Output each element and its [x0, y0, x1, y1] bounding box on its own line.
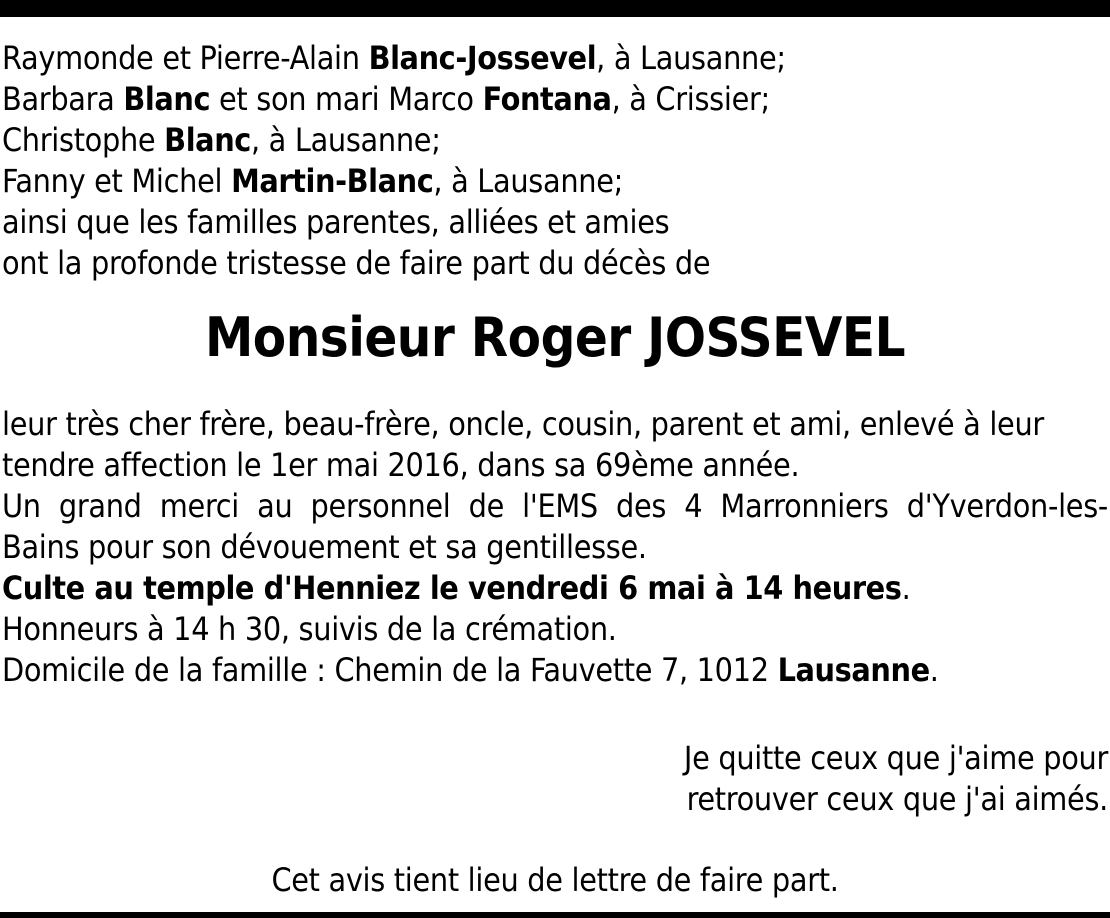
family-line — [2, 202, 1108, 243]
notice-body — [2, 404, 1108, 691]
domicile-line — [2, 650, 1108, 691]
body-line: Bains pour son dévouement et sa gentillesse. — [2, 528, 647, 566]
quote-line: Je quitte ceux que j'aime pour — [683, 739, 1108, 777]
family-line-text: Fanny et Michel — [2, 162, 232, 200]
quote-line: retrouver ceux que j'ai aimés. — [686, 780, 1108, 818]
family-name: Blanc-Jossevel — [368, 39, 597, 77]
family-line — [2, 38, 1108, 79]
domicile-city: Lausanne — [777, 651, 930, 689]
family-line-location: , à Lausanne; — [250, 121, 441, 159]
body-line: leur très cher frère, beau-frère, oncle, cousin, parent et ami, enlevé à leur — [2, 405, 1044, 443]
family-line-text: Raymonde et Pierre-Alain — [2, 39, 369, 77]
service-line — [2, 568, 1108, 609]
body-line: tendre affection le 1er mai 2016, dans sa 69ème année. — [2, 446, 800, 484]
family-line — [2, 120, 1108, 161]
memorial-quote — [684, 738, 1108, 820]
family-name: Blanc — [164, 121, 251, 159]
family-name: Fontana — [482, 80, 612, 118]
bottom-rule — [0, 912, 1110, 918]
family-line-text: Barbara — [2, 80, 124, 118]
deceased-name: Monsieur Roger JOSSEVEL — [204, 306, 906, 369]
family-line-location: , à Lausanne; — [433, 162, 624, 200]
footer-notice: Cet avis tient lieu de lettre de faire part. — [271, 861, 839, 899]
family-line-text: ainsi que les familles parentes, alliées et amies — [2, 203, 670, 241]
domicile-address: Domicile de la famille : Chemin de la Fauvette 7, 1012 — [2, 651, 778, 689]
family-list — [2, 38, 1108, 284]
family-line-text: ont la profonde tristesse de faire part du décès de — [2, 244, 711, 282]
body-line: Un grand merci au personnel de l'EMS des 4 Marronniers d'Yverdon-les- — [2, 487, 1108, 525]
family-line — [2, 79, 1108, 120]
family-line-text: Christophe — [2, 121, 165, 159]
honours-line: Honneurs à 14 h 30, suivis de la crémation. — [2, 610, 617, 648]
family-line-text: et son mari Marco — [210, 80, 483, 118]
service-details: Culte au temple d'Henniez le vendredi 6 mai à 14 heures — [2, 569, 902, 607]
family-line — [2, 243, 1108, 284]
domicile-punctuation: . — [929, 651, 939, 689]
family-name: Martin-Blanc — [231, 162, 434, 200]
top-rule — [0, 0, 1110, 17]
service-punctuation: . — [901, 569, 911, 607]
family-line — [2, 161, 1108, 202]
family-line-location: , à Lausanne; — [596, 39, 786, 77]
family-name: Blanc — [123, 80, 211, 118]
family-line-location: , à Crissier; — [611, 80, 770, 118]
